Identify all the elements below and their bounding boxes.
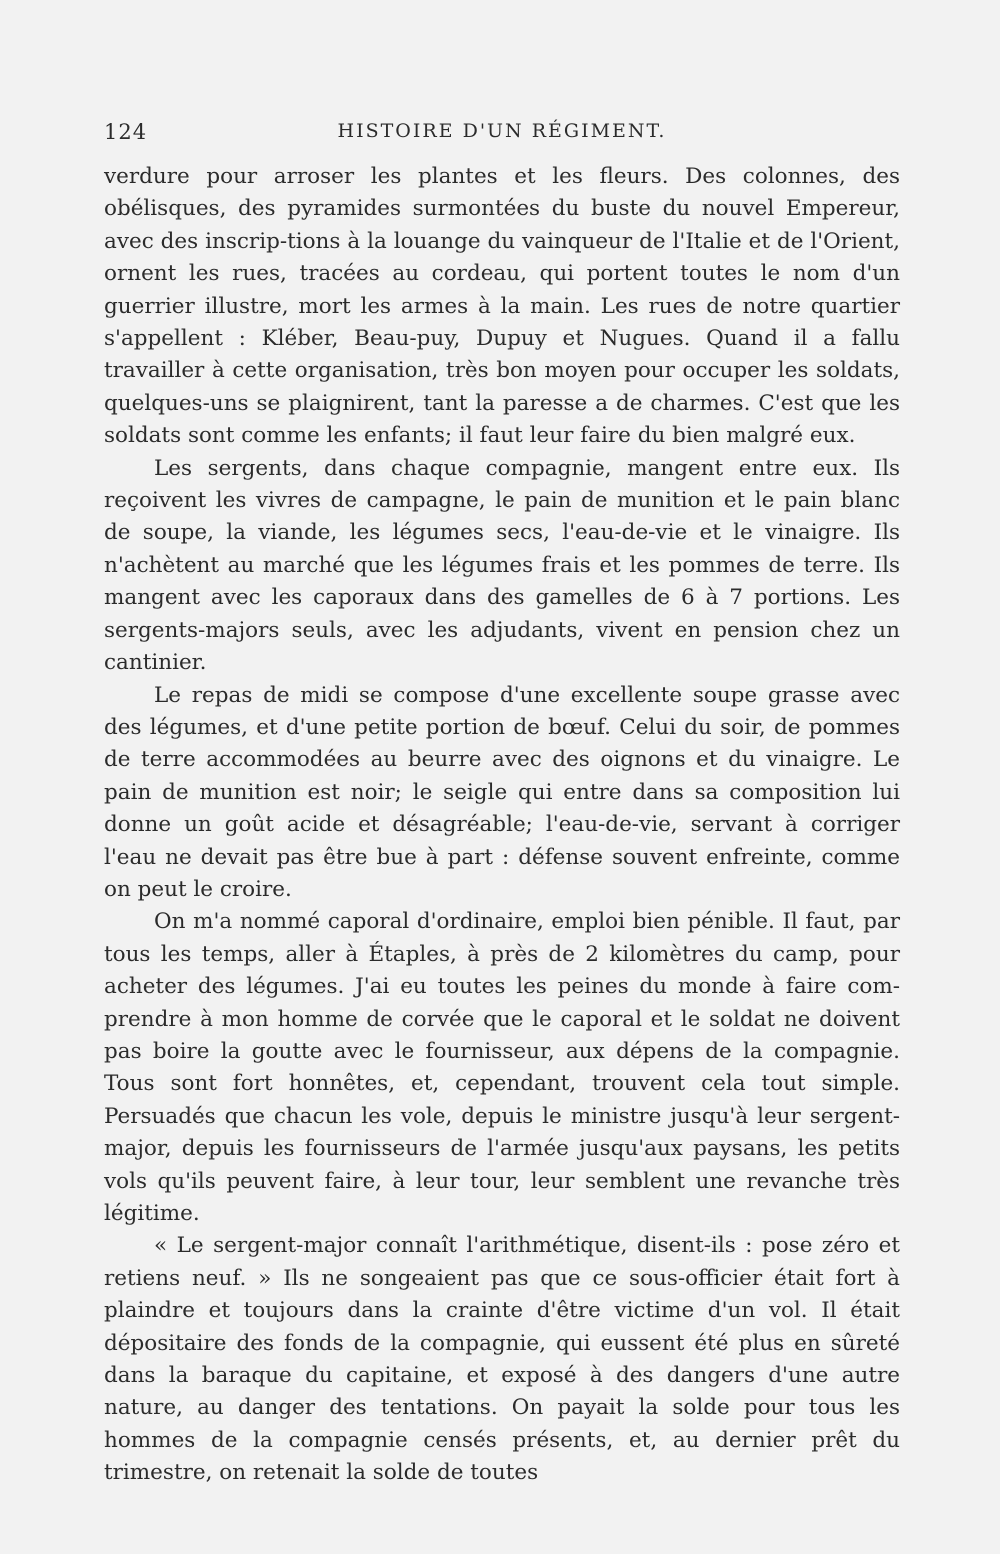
paragraph: « Le sergent-major connaît l'arithmétique, disent-ils : pose zéro et retiens neuf. » Ils ne songeaient pas que ce sous-officier était fort à plaindre et toujours dans la crainte d'être victime d'un vol. Il était dépositaire des fonds de la compagnie, qui eussent été plus en sûreté dans la baraque du capitaine, et exposé à des dangers d'une autre nature, au danger des tentations. On payait la solde pour tous les hommes de la compagnie censés présents, et, au dernier prêt du trimestre, on retenait la solde de toutes [104,1233,900,1486]
running-title: HISTOIRE D'UN RÉGIMENT. [337,120,667,142]
paragraph: On m'a nommé caporal d'ordinaire, emploi bien pénible. Il faut, par tous les temps, aller à Étaples, à près de 2 kilomètres du camp, pour acheter des légumes. J'ai eu toutes les peines du monde à faire com-prendre à mon homme de corvée que le caporal et le soldat ne doivent pas boire la goutte avec le fournisseur, aux dépens de la compagnie. Tous sont fort honnêtes, et, cependant, trouvent cela tout simple. Persuadés que chacun les vole, depuis le ministre jusqu'à leur sergent-major, depuis les fournisseurs de l'armée jusqu'aux paysans, les petits vols qu'ils peuvent faire, à leur tour, leur semblent une revanche très légitime. [104,909,900,1226]
paragraph: Le repas de midi se compose d'une excellente soupe grasse avec des légumes, et d'une petite portion de bœuf. Celui du soir, de pommes de terre accommodées au beurre avec des oignons et du vinaigre. Le pain de munition est noir; le seigle qui entre dans sa composition lui donne un goût acide et désagréable; l'eau-de-vie, servant à corriger l'eau ne devait pas être bue à part : défense souvent enfreinte, comme on peut le croire. [104,682,900,902]
body-text [104,161,900,1490]
paragraph: Les sergents, dans chaque compagnie, mangent entre eux. Ils reçoivent les vivres de campagne, le pain de munition et le pain blanc de soupe, la viande, les légumes secs, l'eau-de-vie et le vinaigre. Ils n'achètent au marché que les légumes frais et les pommes de terre. Ils mangent avec les caporaux dans des gamelles de 6 à 7 portions. Les sergents-majors seuls, avec les adjudants, vivent en pension chez un cantinier. [104,455,900,676]
page-number: 124 [104,120,148,144]
paragraph: verdure pour arroser les plantes et les fleurs. Des colonnes, des obélisques, des pyramides surmontées du buste du nouvel Empereur, avec des inscrip-tions à la louange du vainqueur de l'Italie et de l'Orient, ornent les rues, tracées au cordeau, qui portent toutes le nom d'un guerrier illustre, mort les armes à la main. Les rues de notre quartier s'appellent : Kléber, Beau-puy, Dupuy et Nugues. Quand il a fallu travailler à cette organisation, très bon moyen pour occuper les soldats, quelques-uns se plaignirent, tant la paresse a de charmes. C'est que les soldats sont comme les enfants; il faut leur faire du bien malgré eux. [104,164,900,449]
page-header [104,120,900,154]
